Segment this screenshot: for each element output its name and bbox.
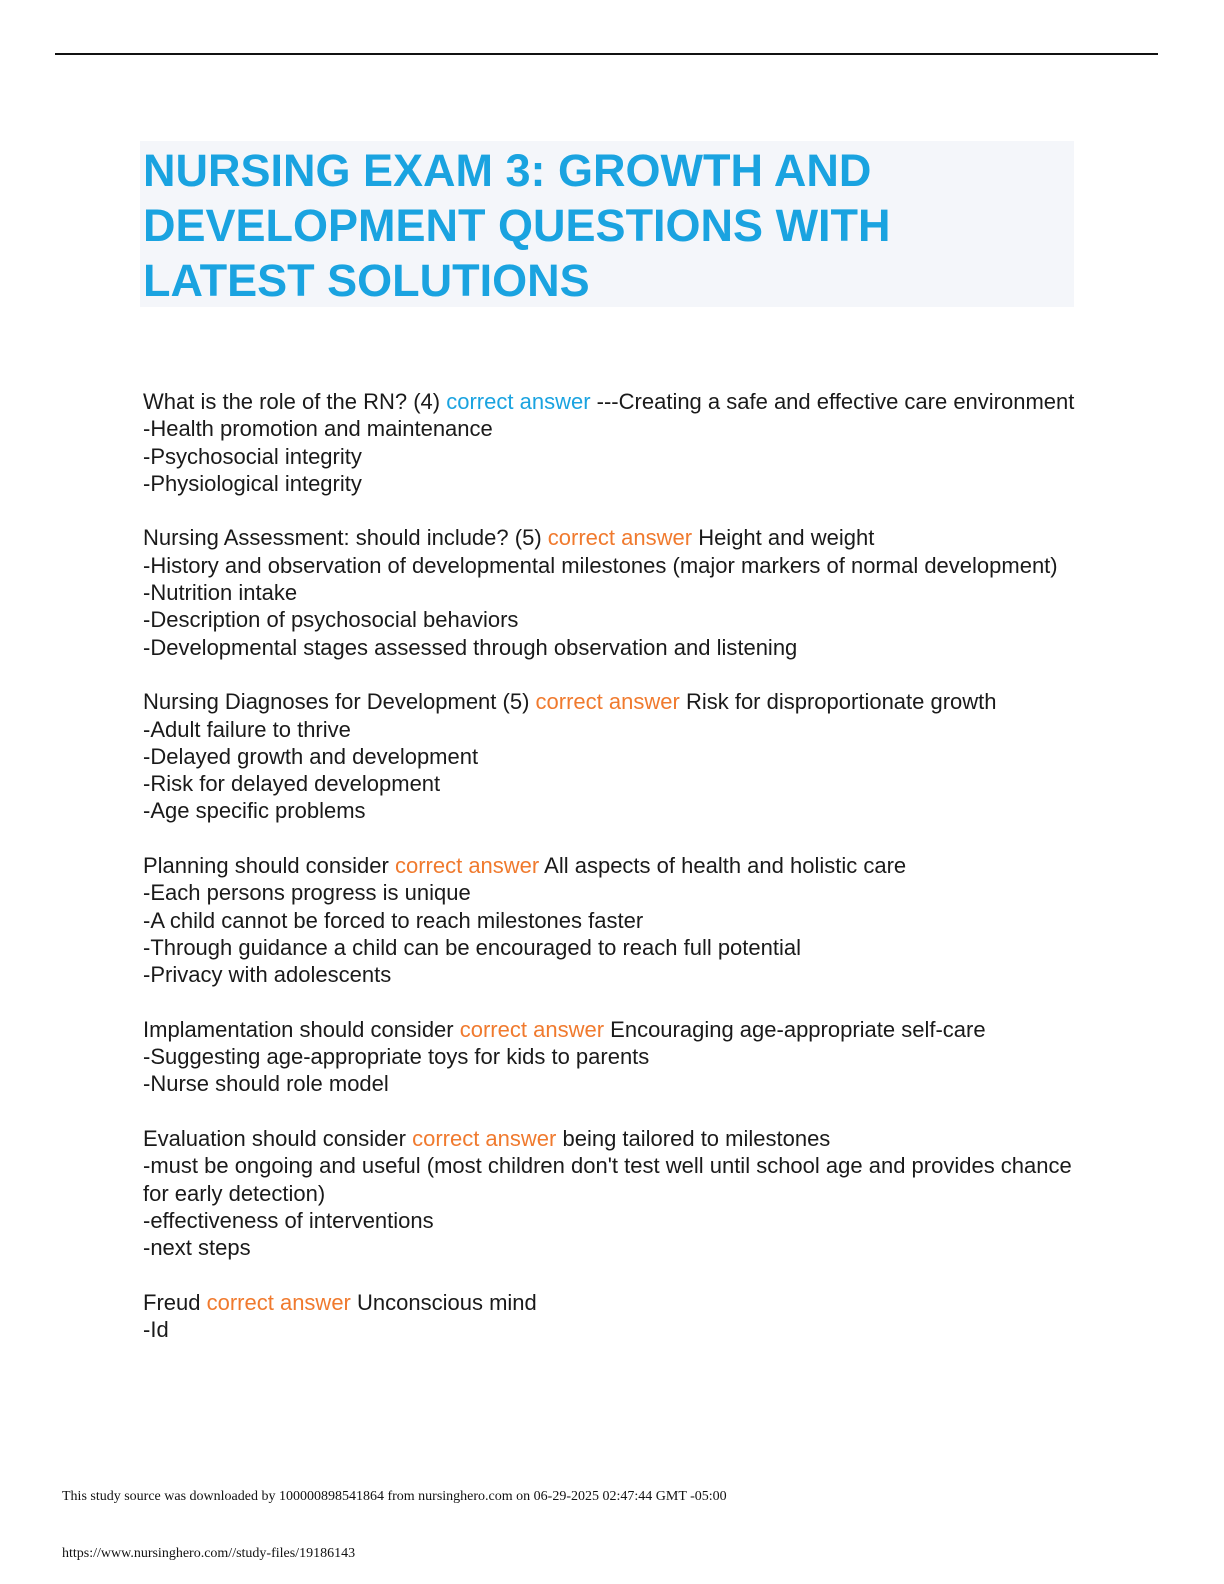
answer-item: -History and observation of developmental milestones (major markers of normal development) — [143, 552, 1058, 578]
question-text: Nursing Assessment: should include? (5) — [143, 525, 542, 551]
qa-block-diagnoses — [143, 688, 1083, 824]
answer-item: -Each persons progress is unique — [143, 880, 471, 906]
answer-item: -Suggesting age-appropriate toys for kids to parents — [143, 1044, 650, 1070]
correct-answer-marker: correct answer — [206, 1289, 351, 1315]
correct-answer-marker: correct answer — [459, 1016, 605, 1042]
qa-block-freud — [143, 1289, 1083, 1344]
correct-answer-marker: correct answer — [446, 389, 591, 414]
answer-item: -effectiveness of interventions — [143, 1207, 434, 1233]
qa-block-planning — [143, 852, 1083, 988]
answer-item: -Nurse should role model — [143, 1071, 389, 1097]
source-url: https://www.nursinghero.com//study-files/19186143 — [62, 1546, 356, 1561]
question-text: Implamentation should consider — [143, 1016, 454, 1042]
answer-text: Height and weight — [698, 525, 875, 551]
qa-block-assessment — [143, 524, 1083, 660]
qa-first-line — [143, 388, 1083, 415]
answer-text: Unconscious mind — [357, 1289, 537, 1315]
answer-text: being tailored to milestones — [562, 1126, 831, 1152]
answer-separator: --- — [596, 389, 619, 414]
answer-item: -Developmental stages assessed through observation and listening — [143, 634, 798, 660]
document-body — [143, 388, 1083, 1371]
question-text: What is the role of the RN? (4) — [143, 389, 441, 414]
answer-item: -A child cannot be forced to reach milestones faster — [143, 907, 644, 933]
answer-item: -Nutrition intake — [143, 580, 298, 606]
qa-block-implementation — [143, 1016, 1083, 1098]
answer-item: -next steps — [143, 1235, 251, 1261]
answer-item: -Id — [143, 1317, 169, 1343]
header-rule — [55, 53, 1158, 55]
document-title: NURSING EXAM 3: GROWTH AND DEVELOPMENT QUESTIONS WITH LATEST SOLUTIONS — [143, 145, 891, 306]
answer-text: Risk for disproportionate growth — [685, 689, 997, 715]
answer-item: -Description of psychosocial behaviors — [143, 607, 519, 633]
answer-item: -Privacy with adolescents — [143, 962, 392, 988]
answer-item: -Physiological integrity — [143, 470, 362, 496]
qa-first-line — [143, 1125, 1083, 1152]
qa-first-line — [143, 852, 1083, 879]
answer-text: All aspects of health and holistic care — [544, 853, 907, 879]
correct-answer-marker: correct answer — [394, 853, 540, 879]
answer-item: -Health promotion and maintenance — [143, 416, 493, 442]
qa-first-line — [143, 1289, 1083, 1316]
qa-first-line — [143, 524, 1083, 551]
correct-answer-marker: correct answer — [412, 1126, 557, 1152]
answer-item: -Risk for delayed development — [143, 771, 441, 797]
qa-block-evaluation — [143, 1125, 1083, 1261]
correct-answer-marker: correct answer — [535, 689, 680, 715]
qa-first-line — [143, 1016, 1083, 1043]
answer-item: -must be ongoing and useful (most children don't test well until school age and provides chance for early detection) — [143, 1153, 1072, 1206]
question-text: Evaluation should consider — [143, 1126, 406, 1152]
question-text: Planning should consider — [143, 853, 389, 879]
qa-block-rn-role — [143, 388, 1083, 497]
answer-text: Encouraging age-appropriate self-care — [610, 1016, 986, 1042]
answer-item: -Delayed growth and development — [143, 743, 479, 769]
correct-answer-marker: correct answer — [547, 525, 693, 551]
answer-item: -Psychosocial integrity — [143, 443, 362, 469]
answer-item: -Adult failure to thrive — [143, 716, 351, 742]
answer-text: Creating a safe and effective care environment — [618, 389, 1075, 414]
answer-item: -Age specific problems — [143, 798, 366, 824]
question-text: Nursing Diagnoses for Development (5) — [143, 689, 530, 715]
qa-first-line — [143, 688, 1083, 715]
answer-item: -Through guidance a child can be encouraged to reach full potential — [143, 934, 802, 960]
question-text: Freud — [143, 1289, 201, 1315]
download-source-notice: This study source was downloaded by 100000898541864 from nursinghero.com on 06-29-2025 02:47:44 GMT -05:00 — [62, 1489, 727, 1504]
